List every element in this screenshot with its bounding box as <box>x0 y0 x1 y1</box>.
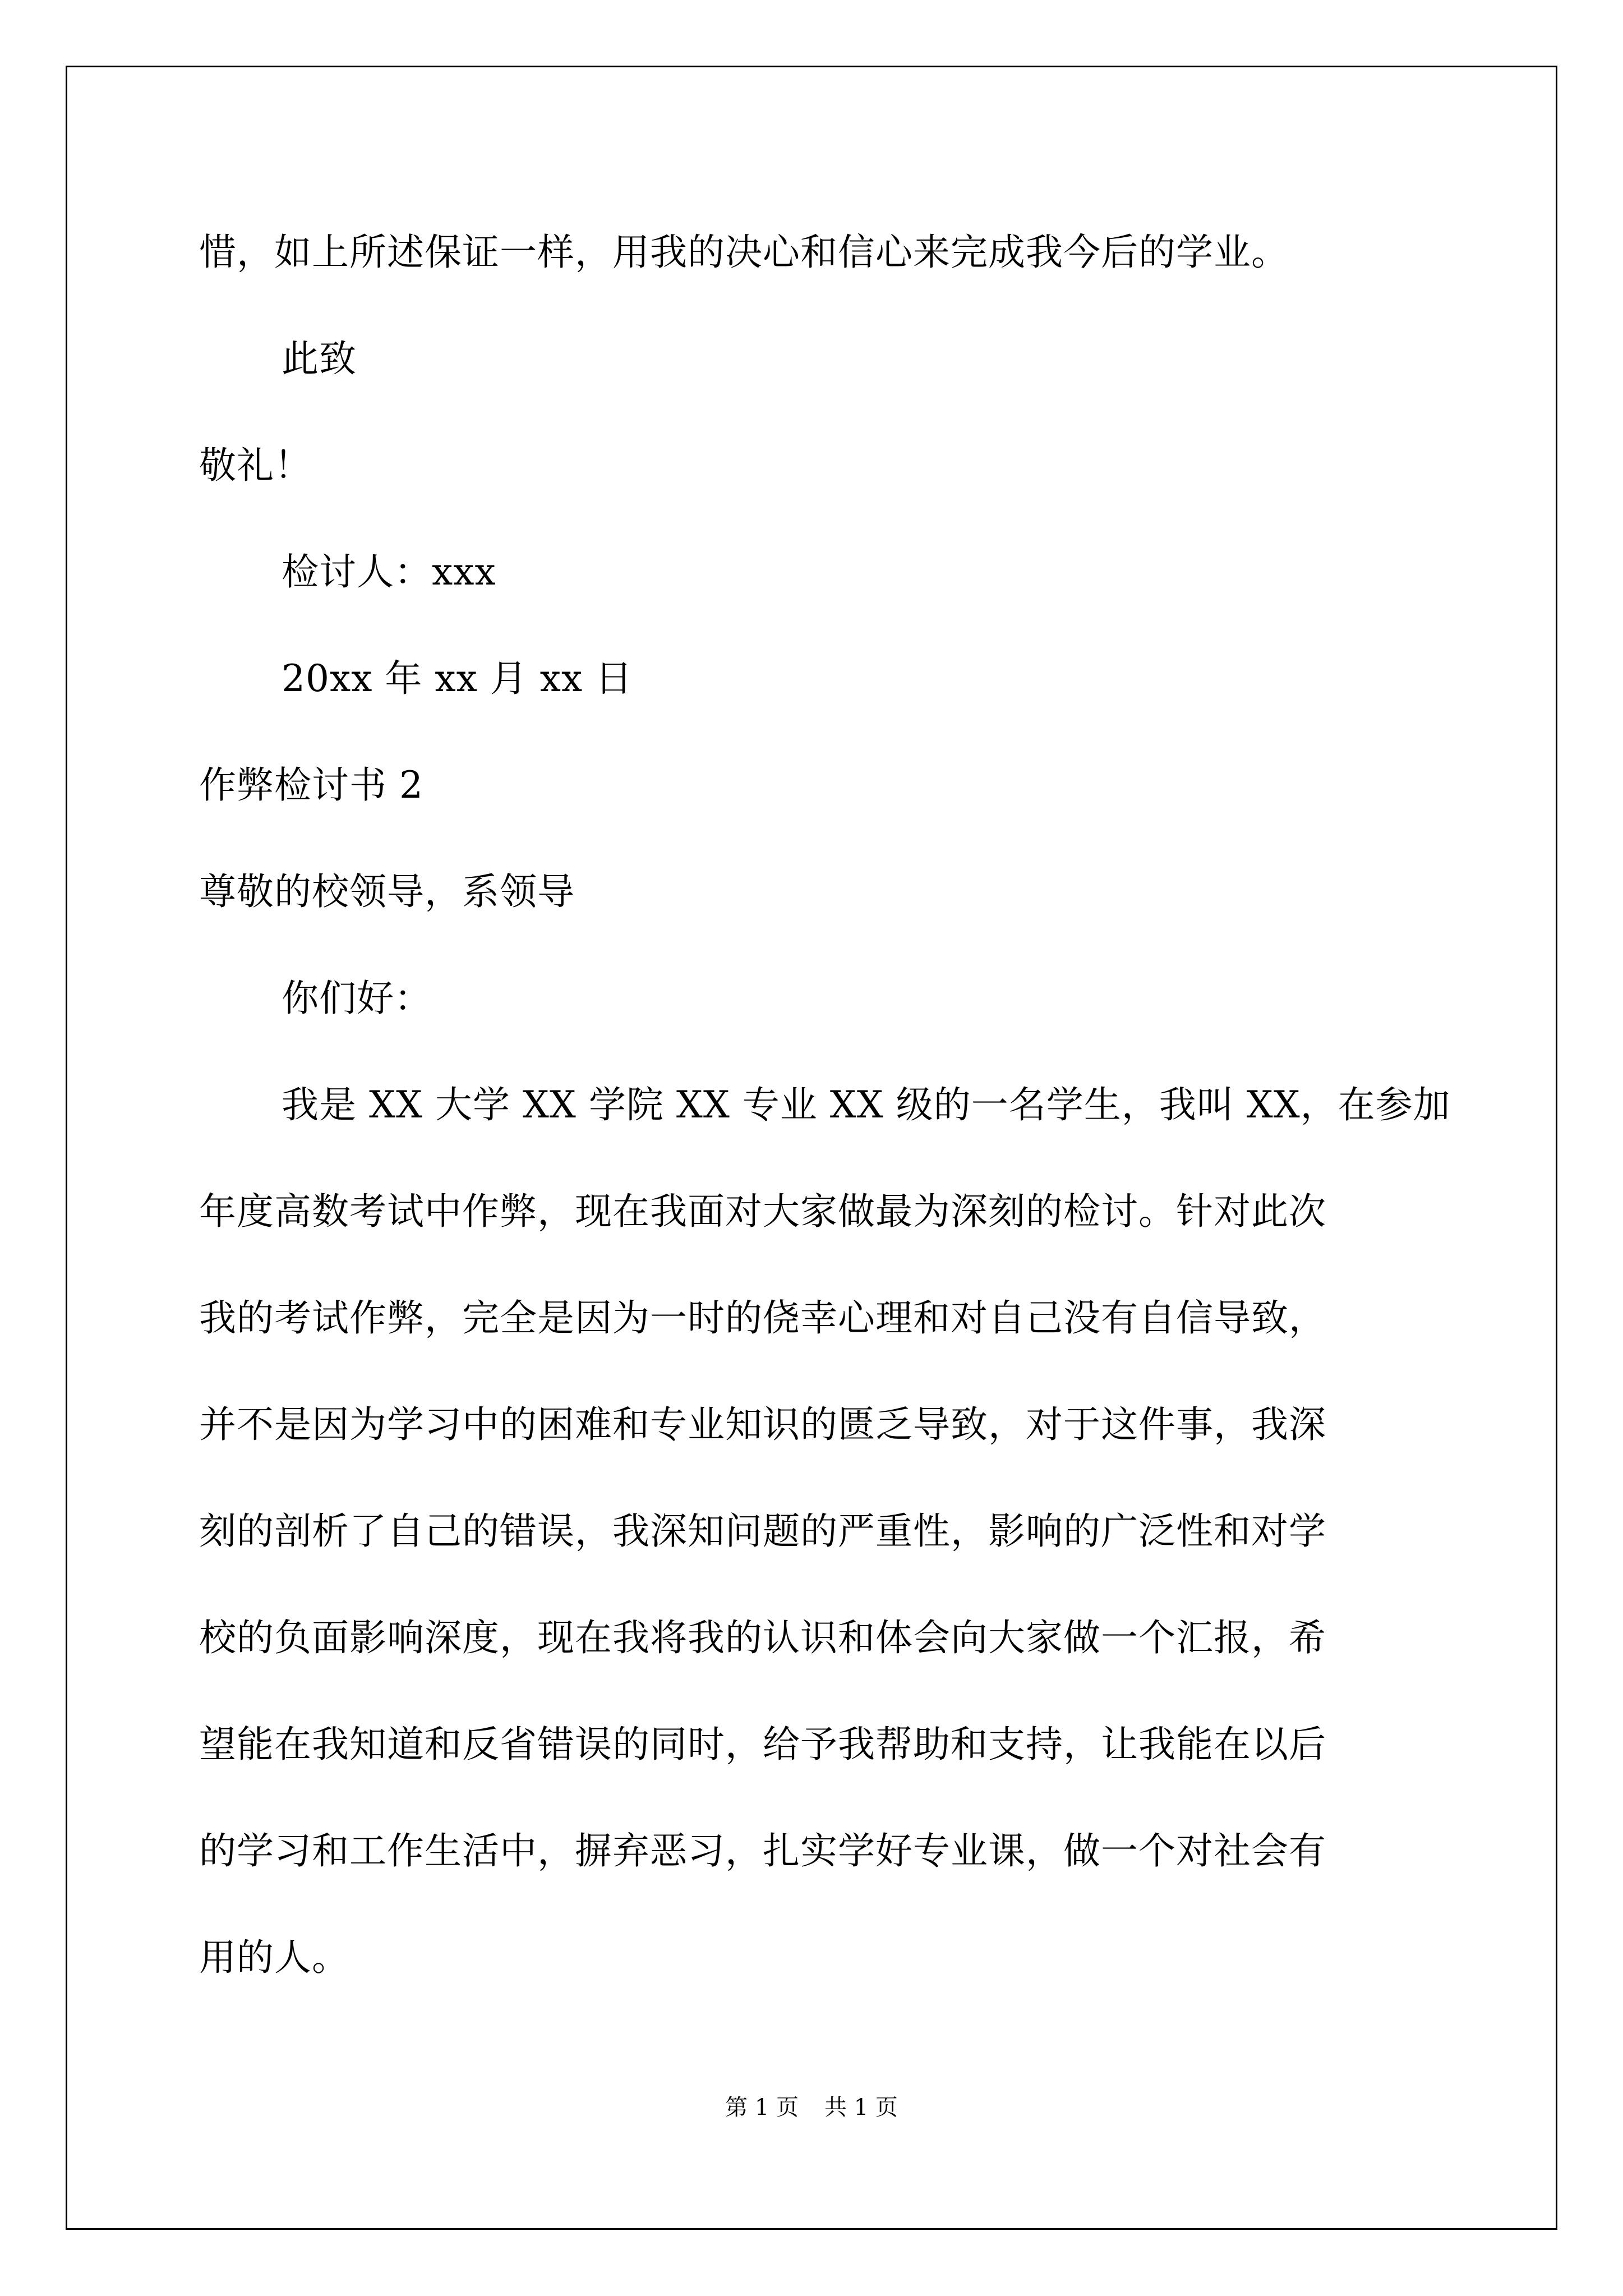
paragraph-line: 用的人。 <box>199 1936 349 1979</box>
paragraph-line: 年度高数考试中作弊，现在我面对大家做最为深刻的检讨。针对此次 <box>199 1190 1326 1233</box>
text-line-date: 20xx 年 xx 月 xx 日 <box>282 657 633 700</box>
text-line-signer: 检讨人：xxx <box>282 550 496 593</box>
page-border <box>66 66 1557 2230</box>
text-line-greeting: 你们好： <box>282 977 432 1020</box>
paragraph-line: 的学习和工作生活中，摒弃恶习，扎实学好专业课，做一个对社会有 <box>199 1829 1326 1872</box>
text-line-regards: 敬礼！ <box>199 444 312 487</box>
page-total: 共 1 页 <box>824 2095 898 2120</box>
paragraph-line: 我的考试作弊，完全是因为一时的侥幸心理和对自己没有自信导致， <box>199 1296 1326 1340</box>
section-title: 作弊检讨书 2 <box>199 763 423 807</box>
page-number: 第 1 页 <box>725 2095 799 2120</box>
text-line-closing-sentence: 惜，如上所述保证一样，用我的决心和信心来完成我今后的学业。 <box>199 231 1289 274</box>
page-footer <box>0 2093 1623 2122</box>
paragraph-line: 校的负面影响深度，现在我将我的认识和体会向大家做一个汇报，希 <box>199 1616 1326 1659</box>
text-line-addressee: 尊敬的校领导，系领导 <box>199 870 575 913</box>
paragraph-line: 望能在我知道和反省错误的同时，给予我帮助和支持，让我能在以后 <box>199 1723 1326 1766</box>
text-line-salutation: 此致 <box>282 337 357 380</box>
paragraph-line: 刻的剖析了自己的错误，我深知问题的严重性，影响的广泛性和对学 <box>199 1510 1326 1553</box>
paragraph-line: 并不是因为学习中的困难和专业知识的匮乏导致，对于这件事，我深 <box>199 1403 1326 1446</box>
paragraph-line: 我是 XX 大学 XX 学院 XX 专业 XX 级的一名学生，我叫 XX，在参加 <box>282 1083 1451 1126</box>
